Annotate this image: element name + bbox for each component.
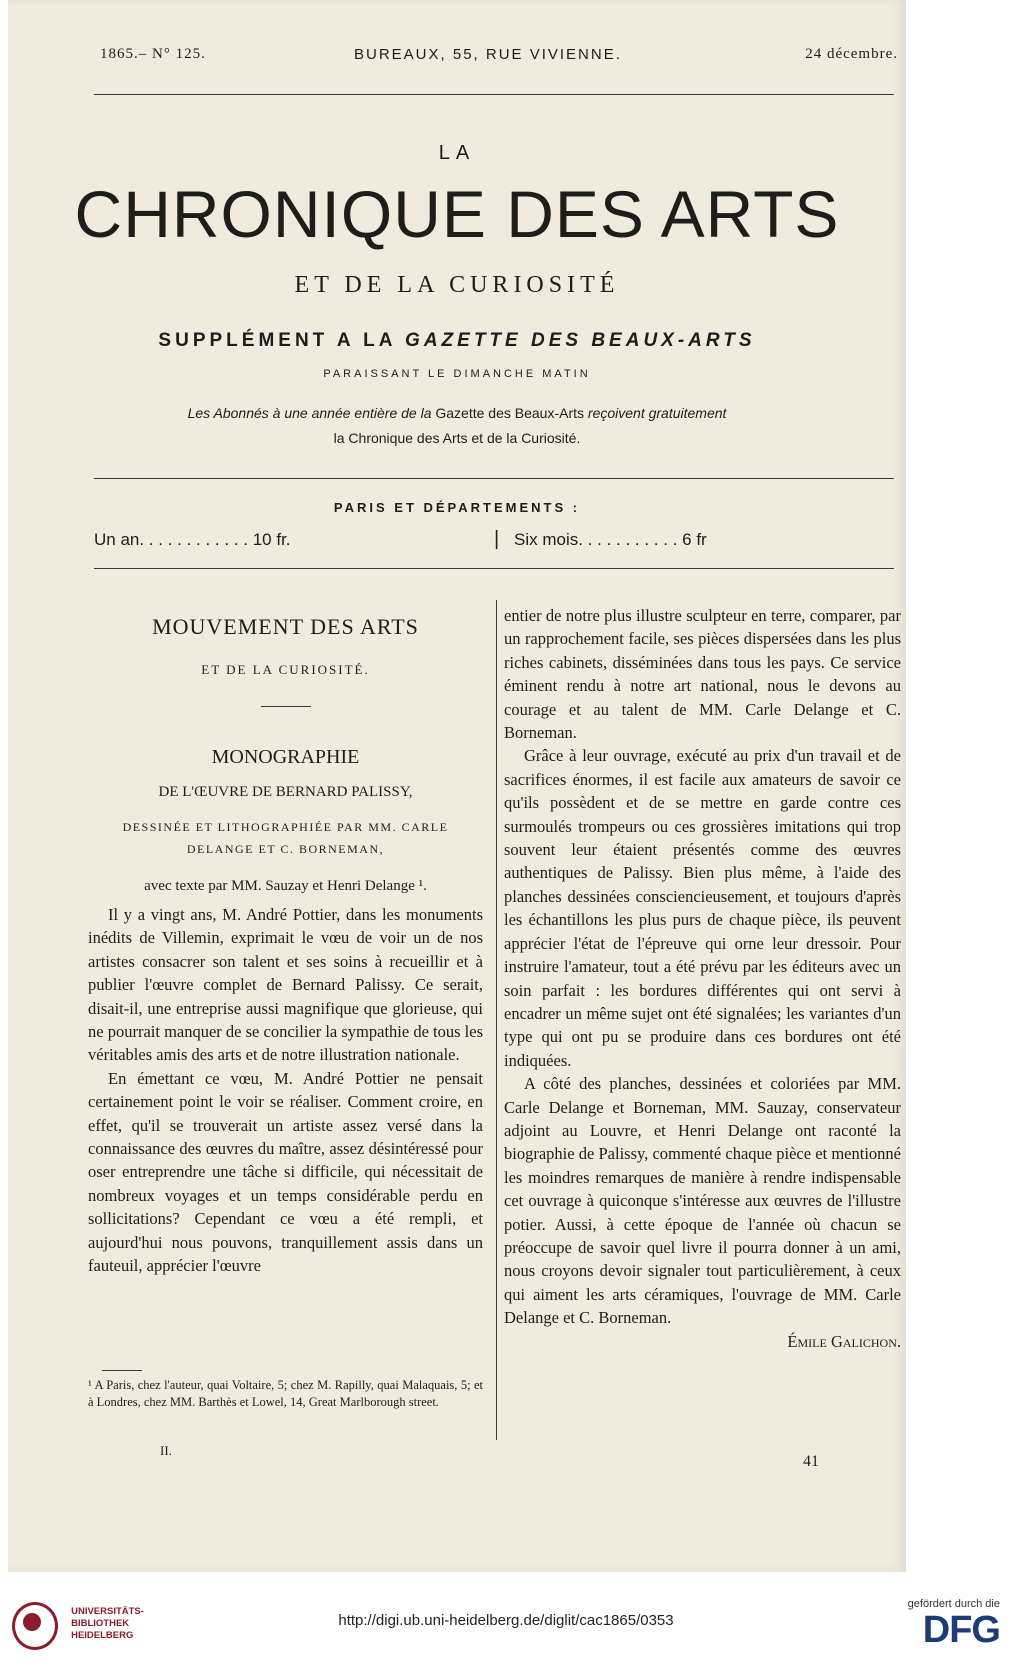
article-byline: DESSINÉE ET LITHOGRAPHIÉE PAR MM. CARLE DELANGE ET C. BORNEMAN, xyxy=(122,820,449,856)
issue-number: 1865.– N° 125. xyxy=(100,46,206,62)
source-url[interactable]: http://digi.ub.uni-heidelberg.de/diglit/cac1865/0353 xyxy=(338,1612,674,1629)
funded-by: gefördert durch die xyxy=(907,1598,1000,1610)
masthead-title: CHRONIQUE DES ARTS xyxy=(74,177,840,251)
university-name: UNIVERSITÄTS- BIBLIOTHEK HEIDELBERG xyxy=(71,1606,144,1641)
footer-bar xyxy=(0,1594,1012,1665)
page-number: 41 xyxy=(803,1453,819,1470)
abonnes-2: la Chronique des Arts et de la Curiosité. xyxy=(333,430,581,446)
masthead-la: LA xyxy=(438,142,476,164)
paragraph: A côté des planches, dessinées et coloriées par MM. Carle Delange et Borneman, MM. Sauzay, conservateur adjoint au Louvre, et Henri Delange ont raconté la biographie de Palissy, commenté chaque pièce et mentionné les moindres remarques de manière à rendre indispensable cet ouvrage à quiconque s'intéresse aux œuvres de l'illustre potier. Aussi, à cette époque de l'année où chacun se préoccupe de savoir quel livre il pourra donner à un ami, nous croyons devoir signaler tout particulièrement, à ceux qui aiment les arts céramiques, l'ouvrage de MM. Carle Delange et C. Borneman. xyxy=(504,1074,901,1328)
paragraph: Il y a vingt ans, M. André Pottier, dans les monuments inédits de Villemin, exprimait le vœu de voir un de nos artistes consacrer son talent et ses soins à recueillir et à publier l'œuvre complet de Bernard Palissy. Ce serait, disait-il, une entreprise aussi magnifique que glorieuse, qui ne pourrait manquer de se concilier la sympathie de tous les véritables amis des arts et de notre illustration nationale. xyxy=(88,905,483,1065)
footnote: ¹ A Paris, chez l'auteur, quai Voltaire, 5; chez M. Rapilly, quai Malaquais, 5; et à Londres, chez MM. Barthès et Lowel, 14, Great Marlborough street. xyxy=(88,1378,483,1409)
gazette-name: GAZETTE DES BEAUX-ARTS xyxy=(405,330,756,351)
section-title: MOUVEMENT DES ARTS xyxy=(152,614,419,639)
column-rule xyxy=(496,600,497,1440)
subscription-heading: PARIS ET DÉPARTEMENTS : xyxy=(333,500,581,515)
divider xyxy=(94,94,894,95)
supplement-prefix: SUPPLÉMENT A LA xyxy=(158,330,406,351)
right-column xyxy=(504,604,901,1353)
divider xyxy=(94,478,894,479)
masthead-supplement xyxy=(8,330,906,352)
abonnes-1a: Les Abonnés à une année entière de la xyxy=(187,405,436,421)
office-address: BUREAUX, 55, RUE VIVIENNE. xyxy=(354,46,622,63)
abonnes-1b: Gazette des Beaux-Arts xyxy=(435,405,585,421)
price-separator: | xyxy=(494,528,500,550)
article-text-by: avec texte par MM. Sauzay et Henri Delange ¹. xyxy=(144,878,427,894)
article-subtitle: DE L'ŒUVRE DE BERNARD PALISSY, xyxy=(158,784,413,800)
paragraph: En émettant ce vœu, M. André Pottier ne pensait certainement point le voir se réaliser. Comment croire, en effet, qu'il se trouverait un artiste assez versé dans la connaissance des œuvres du maître, assez désintéressé pour oser entreprendre une tâche si difficile, qui nécessitait de nombreux voyages et un temps considérable perdu en sollicitations? Cependant ce vœu a été rempli, et aujourd'hui nous pouvons, tranquillement assis dans un fauteuil, apprécier l'œuvre xyxy=(88,1068,483,1276)
issue-date: 24 décembre. xyxy=(805,46,898,62)
dfg-logo[interactable] xyxy=(908,1598,1000,1650)
paragraph: Grâce à leur ouvrage, exécuté au prix d'un travail et de sacrifices énormes, il est facile aux amateurs de savoir ce qu'ils possèdent et de se mettre en garde contre ces surmoulés trompeurs ou ces grossières imitations qui trop souvent leur étaient présentés comme des œuvres authentiques de Palissy. Bien plus même, à l'aide des planches dessinées consciencieusement, et toujours d'après les échantillons les plus purs de chaque pièce, ils peuvent apprécier l'état de l'épreuve qui orne leur dressoir. Pour instruire l'amateur, tout a été prévu par les éditeurs avec un soin parfait : les bordures différentes qui ont servi à encadrer un même sujet ont été signalées; les variantes d'un type qui ont pu se produire dans ces bordures ont été indiquées. xyxy=(504,746,901,1070)
footnote-divider xyxy=(102,1370,142,1371)
price-one-year: Un an. . . . . . . . . . . . 10 fr. xyxy=(94,530,291,549)
left-column xyxy=(88,903,483,1278)
subscriber-note xyxy=(8,401,906,451)
abonnes-1c: reçoivent gratuitement xyxy=(584,405,727,421)
masthead-subtitle: ET DE LA CURIOSITÉ xyxy=(294,272,620,298)
author-signature: Émile Galichon. xyxy=(787,1331,901,1351)
signature-mark: II. xyxy=(160,1443,172,1458)
parution: PARAISSANT LE DIMANCHE MATIN xyxy=(323,368,591,380)
article-title: MONOGRAPHIE xyxy=(211,746,360,768)
dfg-text: DFG xyxy=(922,1609,1000,1651)
newspaper-page xyxy=(8,0,906,1572)
paragraph: entier de notre plus illustre sculpteur en terre, comparer, par un rapprochement facile, ses pièces dispersées dans les plus riches cabinets, disséminées dans tous les pays. Ce service éminent rendu à notre art national, nous le devons au courage et au talent de MM. Carle Delange et C. Borneman. xyxy=(504,606,901,743)
section-subtitle: ET DE LA CURIOSITÉ. xyxy=(201,662,370,677)
price-six-months: Six mois. . . . . . . . . . . 6 fr xyxy=(514,530,707,549)
divider xyxy=(94,568,894,569)
short-divider xyxy=(261,706,311,707)
